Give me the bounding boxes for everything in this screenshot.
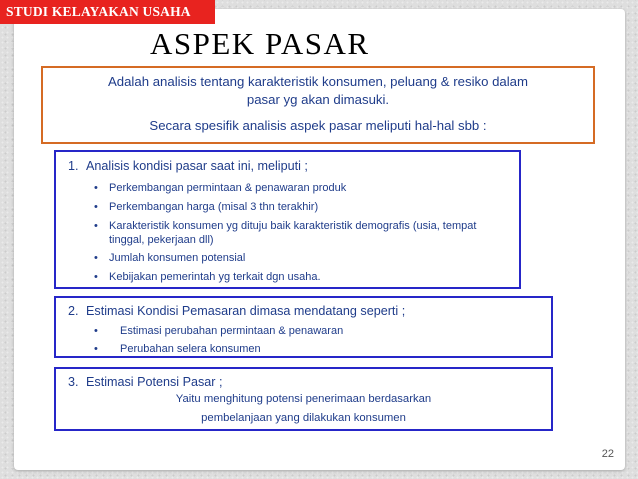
list-item-text: Kebijakan pemerintah yg terkait dgn usaha.	[109, 271, 321, 283]
course-tag: STUDI KELAYAKAN USAHA	[0, 0, 215, 24]
section-2-number: 2.	[68, 304, 79, 318]
bullet-icon: •	[94, 220, 98, 232]
section-3-box	[54, 367, 553, 431]
section-1-title: Analisis kondisi pasar saat ini, meliputi ;	[86, 159, 308, 173]
page-title: ASPEK PASAR	[150, 26, 370, 61]
bullet-icon: •	[94, 182, 98, 194]
section-2-box	[54, 296, 553, 358]
section-1-box	[54, 150, 521, 289]
section-2-heading	[68, 304, 405, 319]
definition-line-1: Adalah analisis tentang karakteristik konsumen, peluang & resiko dalam	[107, 74, 529, 89]
list-item-text: Perkembangan permintaan & penawaran produk	[109, 182, 347, 194]
section-3-heading	[68, 375, 222, 390]
list-item-text: Karakteristik konsumen yg dituju baik karakteristik demografis (usia, tempat tinggal, pekerjaan dll)	[109, 220, 477, 246]
bullet-icon: •	[94, 325, 98, 337]
definition-line-3: Secara spesifik analisis aspek pasar meliputi hal-hal sbb :	[149, 118, 487, 133]
section-1-number: 1.	[68, 159, 79, 173]
list-item-text: Jumlah konsumen potensial	[109, 252, 246, 264]
bullet-icon: •	[94, 343, 98, 355]
list-item-text: Perubahan selera konsumen	[120, 343, 261, 355]
section-1-heading	[68, 159, 308, 174]
bullet-icon: •	[94, 252, 98, 264]
slide-number: 22	[601, 448, 614, 460]
list-item-text: Estimasi perubahan permintaan & penawaran	[120, 325, 344, 337]
bullet-icon: •	[94, 271, 98, 283]
definition-line-2: pasar yg akan dimasuki.	[246, 92, 390, 107]
definition-box	[41, 66, 595, 144]
section-3-line-2: pembelanjaan yang dilakukan konsumen	[201, 412, 406, 424]
bullet-icon: •	[94, 201, 98, 213]
section-2-title: Estimasi Kondisi Pemasaran dimasa mendatang seperti ;	[86, 304, 406, 318]
list-item-text: Perkembangan harga (misal 3 thn terakhir)	[109, 201, 319, 213]
section-3-number: 3.	[68, 375, 79, 389]
section-3-line-1: Yaitu menghitung potensi penerimaan berdasarkan	[175, 393, 432, 405]
section-3-title: Estimasi Potensi Pasar ;	[86, 375, 223, 389]
